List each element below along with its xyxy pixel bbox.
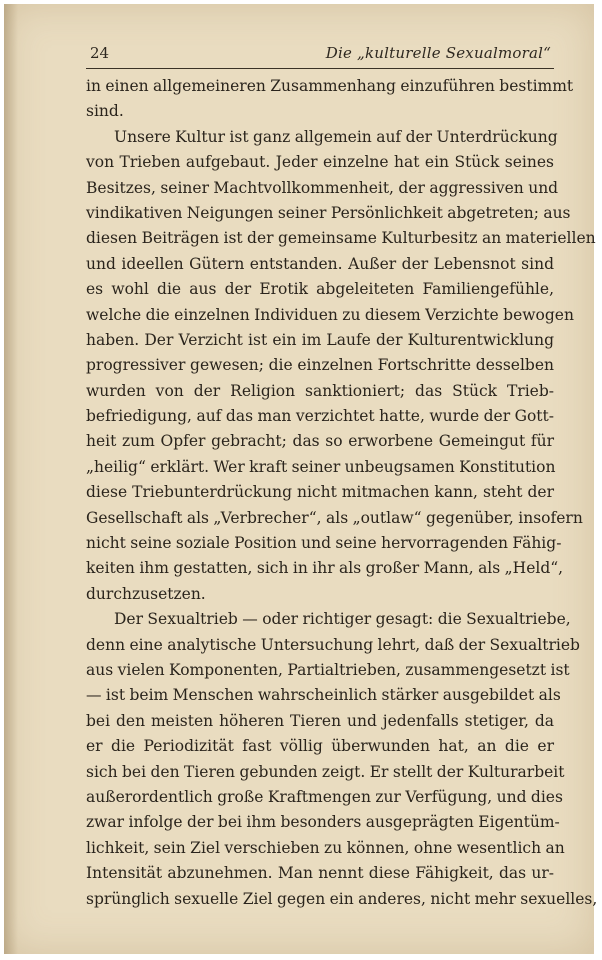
text-line: von Trieben aufgebaut. Jeder einzelne hat ein Stück seines (86, 153, 554, 172)
text-line: es wohl die aus der Erotik abgeleiteten Familiengefühle, (86, 280, 554, 299)
text-line: sich bei den Tieren gebunden zeigt. Er stellt der Kulturarbeit (86, 762, 565, 781)
text-line: Der Sexualtrieb — oder richtiger gesagt: die Sexualtriebe, (114, 610, 571, 629)
text-line: progressiver gewesen; die einzelnen Fortschritte desselben (86, 356, 554, 375)
text-line: Besitzes, seiner Machtvollkommenheit, der aggressiven und (86, 178, 559, 197)
text-line: sind. (86, 102, 124, 121)
header-rule (86, 68, 554, 69)
text-line: diesen Beiträgen ist der gemeinsame Kulturbesitz an materiellen (86, 229, 596, 248)
text-line: und ideellen Gütern entstanden. Außer der Lebensnot sind (86, 254, 554, 273)
text-line: wurden von der Religion sanktioniert; das Stück Trieb- (86, 381, 554, 400)
text-line: vindikativen Neigungen seiner Persönlichkeit abgetreten; aus (86, 203, 571, 222)
page-fold-shadow (4, 4, 18, 954)
page-header (90, 42, 551, 66)
running-title: Die „kulturelle Sexualmoral“ (325, 44, 551, 62)
text-line: denn eine analytische Untersuchung lehrt, daß der Sexualtrieb (86, 635, 580, 654)
text-line: durchzusetzen. (86, 584, 206, 603)
text-line: außerordentlich große Kraftmengen zur Verfügung, und dies (86, 787, 563, 806)
text-line: zwar infolge der bei ihm besonders ausgeprägten Eigentüm- (86, 813, 560, 832)
text-line: in einen allgemeineren Zusammenhang einzuführen bestimmt (86, 77, 574, 95)
text-line: Intensität abzunehmen. Man nennt diese Fähigkeit, das ur- (86, 864, 554, 883)
text-line: nicht seine soziale Position und seine hervorragenden Fähig- (86, 534, 562, 553)
text-line: welche die einzelnen Individuen zu diesem Verzichte bewogen (86, 305, 574, 324)
text-line: heit zum Opfer gebracht; das so erworbene Gemeingut für (86, 432, 554, 451)
text-line: er die Periodizität fast völlig überwunden hat, an die er (86, 737, 554, 756)
body-text (86, 74, 598, 912)
text-line: bei den meisten höheren Tieren und jedenfalls stetiger, da (86, 711, 554, 730)
text-line: sprünglich sexuelle Ziel gegen ein anderes, nicht mehr sexuelles, (86, 889, 598, 908)
text-line: keiten ihm gestatten, sich in ihr als großer Mann, als „Held“, (86, 559, 564, 578)
text-line: diese Triebunterdrückung nicht mitmachen kann, steht der (86, 483, 554, 502)
text-line: „heilig“ erklärt. Wer kraft seiner unbeugsamen Konstitution (86, 457, 556, 476)
text-line: haben. Der Verzicht ist ein im Laufe der Kulturentwicklung (86, 330, 554, 349)
text-line: aus vielen Komponenten, Partialtrieben, zusammengesetzt ist (86, 660, 570, 679)
text-line: befriedigung, auf das man verzichtet hatte, wurde der Gott- (86, 407, 554, 426)
text-line: Unsere Kultur ist ganz allgemein auf der Unterdrückung (114, 127, 558, 146)
text-line: Gesellschaft als „Verbrecher“, als „outlaw“ gegenüber, insofern (86, 508, 583, 527)
text-line: lichkeit, sein Ziel verschieben zu können, ohne wesentlich an (86, 838, 565, 857)
text-line: — ist beim Menschen wahrscheinlich stärker ausgebildet als (86, 686, 561, 705)
page-number: 24 (90, 44, 110, 62)
